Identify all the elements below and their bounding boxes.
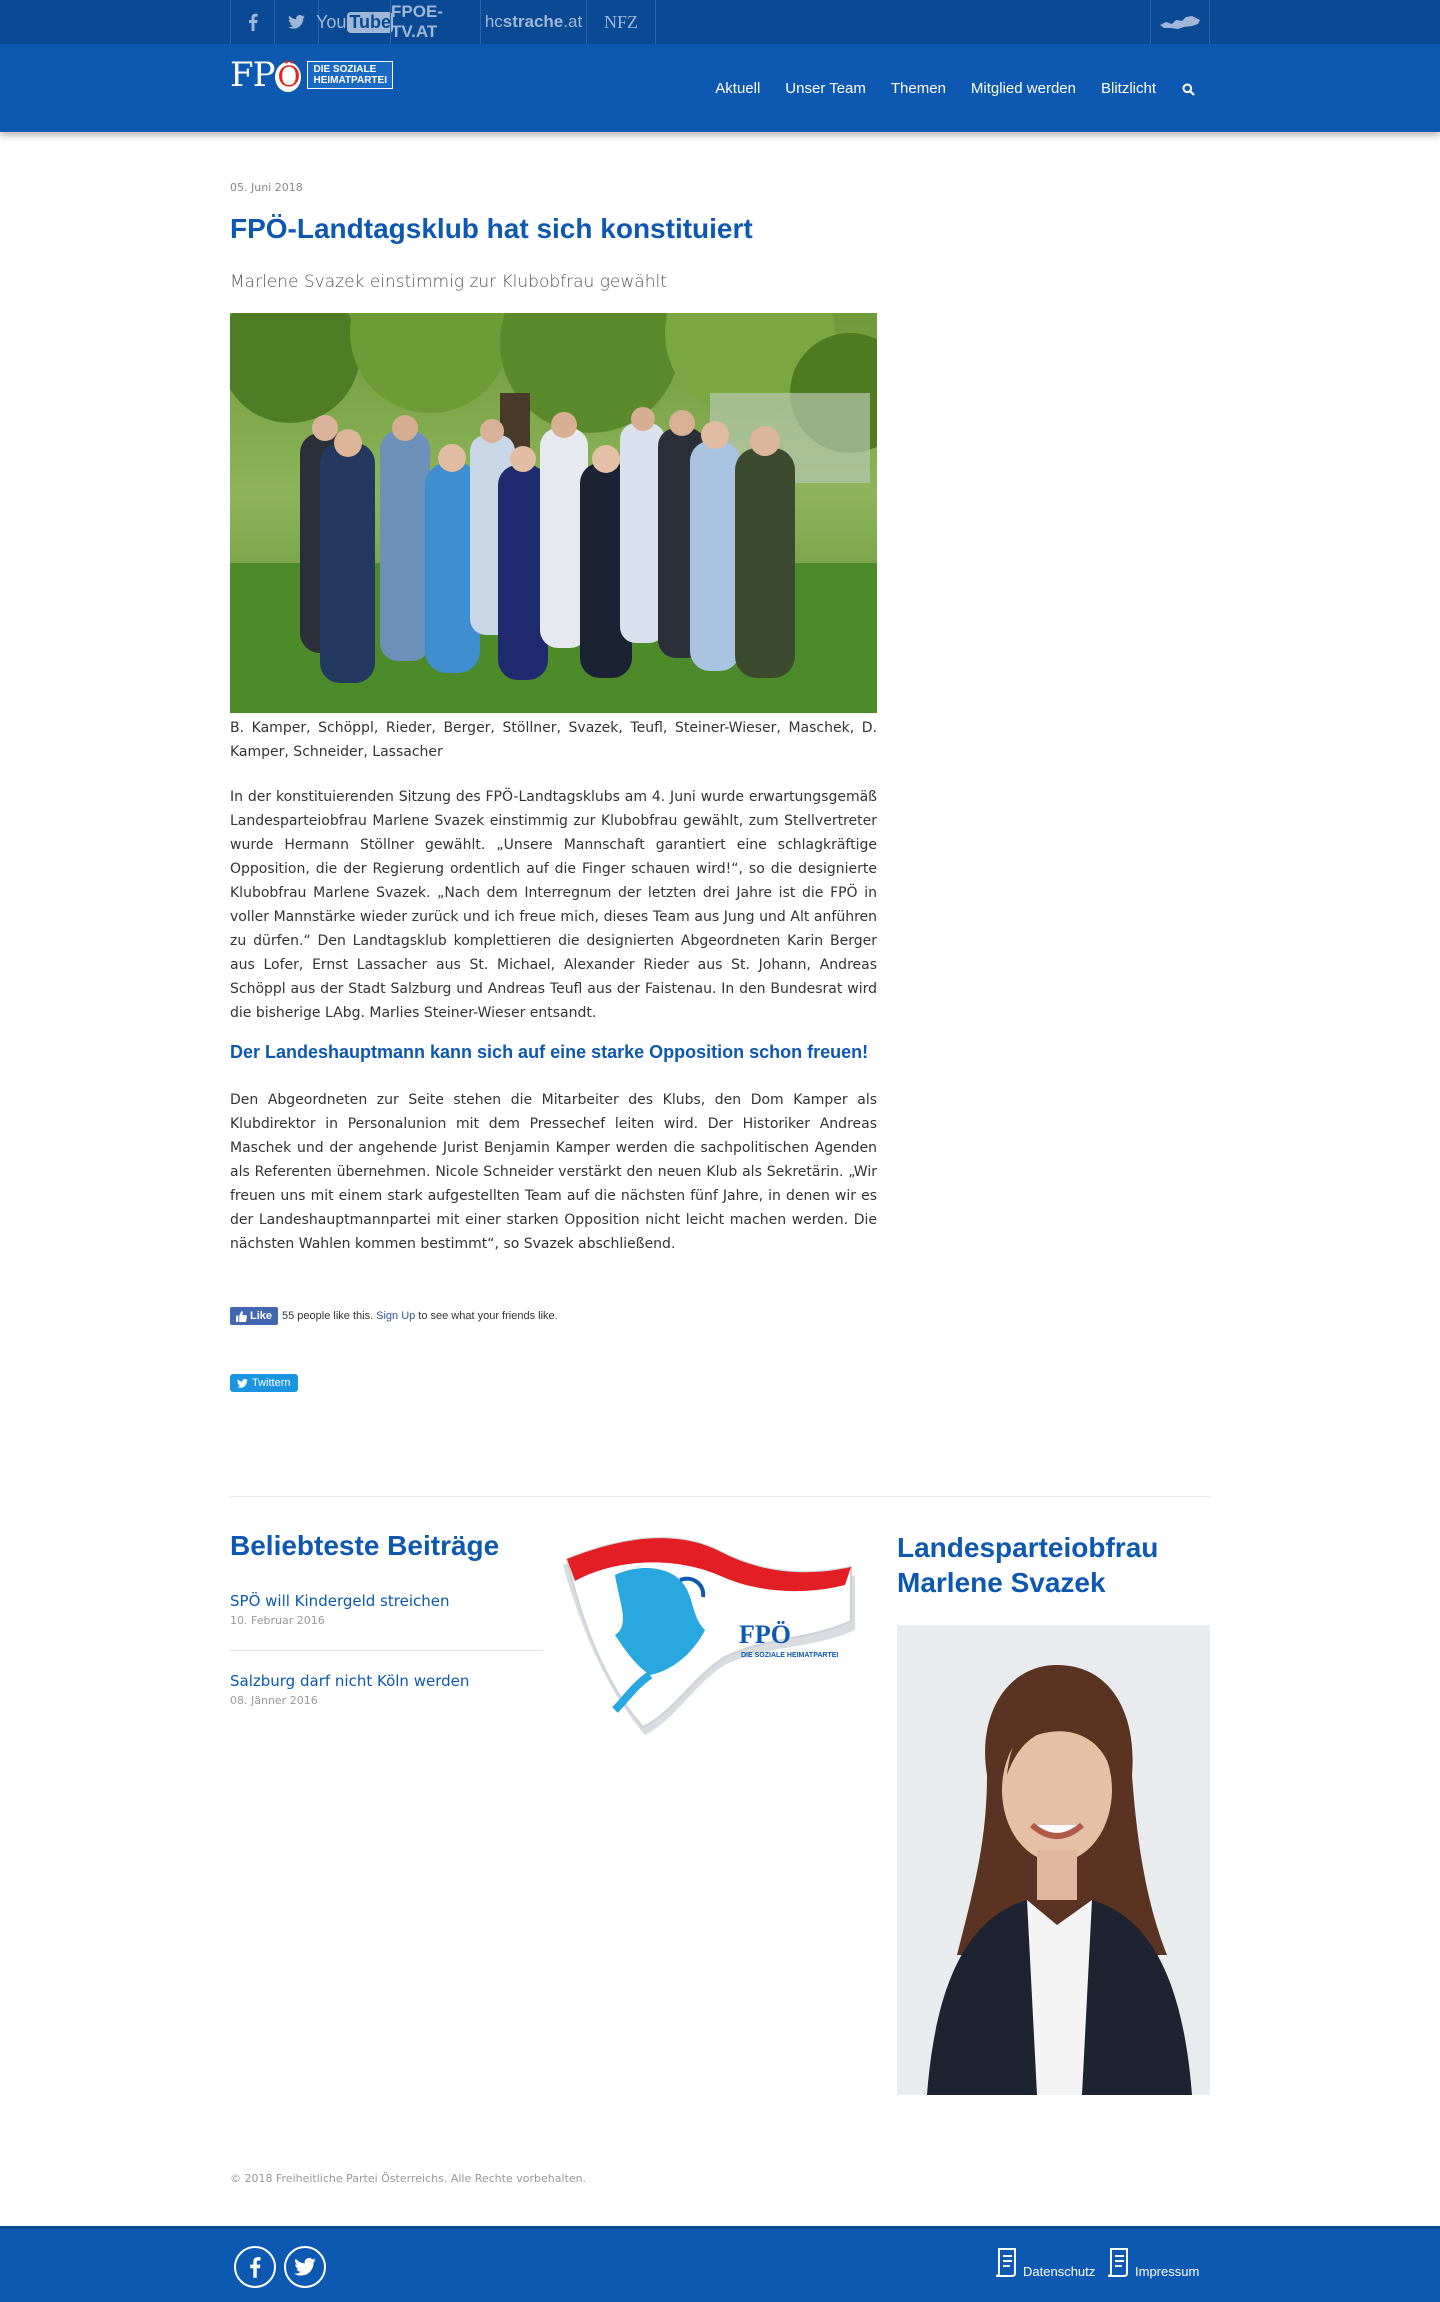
nav-item-unser-team[interactable]: Unser Team (785, 79, 866, 97)
document-icon (993, 2247, 1021, 2279)
popular-post-link[interactable]: Salzburg darf nicht Köln werden (230, 1672, 470, 1690)
hcstrache-logo[interactable]: hc strache .at (480, 0, 586, 44)
main-nav (690, 44, 1196, 132)
twitter-icon[interactable] (274, 0, 318, 44)
social-topbar-inner (230, 0, 1210, 44)
article-paragraph-2: Den Abgeordneten zur Seite stehen die Mitarbeiter des Klubs, den Dom Kamper als Klubdirektor in Personalunion mit dem Pressechef leiten wird. Der Historiker Andreas Maschek und der angehende Jurist Benjamin Kamper werden die sachpolitischen Agenden als Referenten übernehmen. Nicole Schneider verstärkt den neuen Klub als Sekretärin. „Wir freuen uns mit einem stark aufgestellten Team auf die nächsten fünf Jahre, in denen wir es der Landeshauptmannpartei mit einer starken Opposition nicht leicht machen werden. Die nächsten Wahlen kommen bestimmt“, so Svazek abschließend. (230, 1092, 877, 1252)
popular-post-date: 10. Februar 2016 (230, 1614, 325, 1627)
photo-caption: B. Kamper, Schöppl, Rieder, Berger, Stöllner, Svazek, Teufl, Steiner-Wieser, Maschek, D. Kamper, Schneider, Lassacher (230, 720, 877, 760)
twitter-icon (237, 1379, 248, 1388)
facebook-like-suffix: to see what your friends like. (418, 1310, 558, 1322)
fpo-logo[interactable] (230, 55, 393, 95)
facebook-icon[interactable] (230, 0, 274, 44)
footer-link-impressum[interactable]: Impressum (1105, 2247, 1199, 2279)
fpoe-tv-logo[interactable]: FPOE-TV.AT (390, 0, 480, 44)
nav-item-aktuell[interactable]: Aktuell (715, 79, 761, 97)
youtube-icon[interactable]: You Tube (318, 0, 390, 44)
facebook-like-widget (230, 1307, 558, 1325)
article-date: 05. Juni 2018 (230, 181, 303, 194)
flag-tagline-text: DIE SOZIALE HEIMATPARTEI (741, 1652, 839, 1659)
popular-post-date: 08. Jänner 2016 (230, 1694, 318, 1707)
footer-link-datenschutz[interactable]: Datenschutz (993, 2247, 1095, 2279)
nfz-logo[interactable]: NFZ (586, 0, 656, 44)
popular-post-link[interactable]: SPÖ will Kindergeld streichen (230, 1592, 450, 1610)
footer-twitter-icon[interactable] (284, 2246, 326, 2288)
portrait-photo (897, 1625, 1210, 2095)
popular-post-item[interactable] (230, 1592, 543, 1627)
popular-post-separator (230, 1650, 543, 1651)
facebook-like-button[interactable]: Like (230, 1307, 278, 1325)
flag-brand-text: FPÖ (739, 1620, 791, 1649)
logo-tagline: DIE SOZIALE HEIMATPARTEI (307, 61, 393, 89)
article-title: FPÖ-Landtagsklub hat sich konstituiert (230, 213, 753, 244)
search-icon[interactable] (1182, 81, 1196, 95)
thumbs-up-icon (236, 1311, 247, 1322)
nav-item-themen[interactable]: Themen (890, 79, 946, 97)
logo-wordmark: FP Ö (230, 58, 301, 92)
tweet-button[interactable]: Twittern (230, 1374, 298, 1392)
article-paragraph-1: In der konstituierenden Sitzung des FPÖ-Landtagsklubs am 4. Juni wurde erwartungsgemäß Landesparteiobfrau Marlene Svazek einstimmig zur Klubobfrau gewählt, zum Stellvertreter wurde Hermann Stöllner gewählt. „Unsere Mannschaft garantiert eine schlagkräftige Opposition, die der Regierung ordentlich auf die Finger schauen wird!“, so die designierte Klubobfrau Marlene Svazek. „Nach dem Interregnum der letzten drei Jahre ist die FPÖ in voller Mannstärke wieder zurück und ich freue mich, dieses Team aus Jung und Alt anführen zu dürfen.“ Den Landtagsklub komplettieren die designierten Abgeordneten Karin Berger aus Lofer, Ernst Lassacher aus St. Michael, Alexander Rieder aus St. Johann, Andreas Schöppl aus der Stadt Salzburg und Andreas Teufl aus der Faistenau. In den Bundesrat wird die bisherige LAbg. Marlies Steiner-Wieser entsandt. (230, 789, 877, 1021)
nav-item-mitglied-werden[interactable]: Mitglied werden (970, 79, 1076, 97)
article-photo (230, 313, 877, 713)
facebook-like-count: 55 people like this. (282, 1310, 374, 1322)
fpo-flag-logo (555, 1535, 860, 1740)
article-subtitle: Marlene Svazek einstimmig zur Klubobfrau gewählt (230, 272, 667, 292)
social-topbar (0, 0, 1440, 44)
main-header (0, 44, 1440, 132)
sidebar-title: Landesparteiobfrau Marlene Svazek (897, 1532, 1159, 1598)
document-icon (1105, 2247, 1133, 2279)
facebook-signup-link[interactable]: Sign Up (376, 1310, 416, 1322)
footer-facebook-icon[interactable] (234, 2246, 276, 2288)
article-subheading: Der Landeshauptmann kann sich auf eine starke Opposition schon freuen! (230, 1042, 869, 1062)
nav-item-blitzlicht[interactable]: Blitzlicht (1100, 79, 1156, 97)
austria-map-icon[interactable] (1150, 0, 1210, 44)
copyright-text: © 2018 Freiheitliche Partei Österreichs. Alle Rechte vorbehalten. (230, 2172, 587, 2185)
popular-post-item[interactable] (230, 1672, 543, 1707)
section-divider (230, 1496, 1210, 1497)
site-footer (0, 2226, 1440, 2302)
popular-posts-title: Beliebteste Beiträge (230, 1530, 500, 1561)
